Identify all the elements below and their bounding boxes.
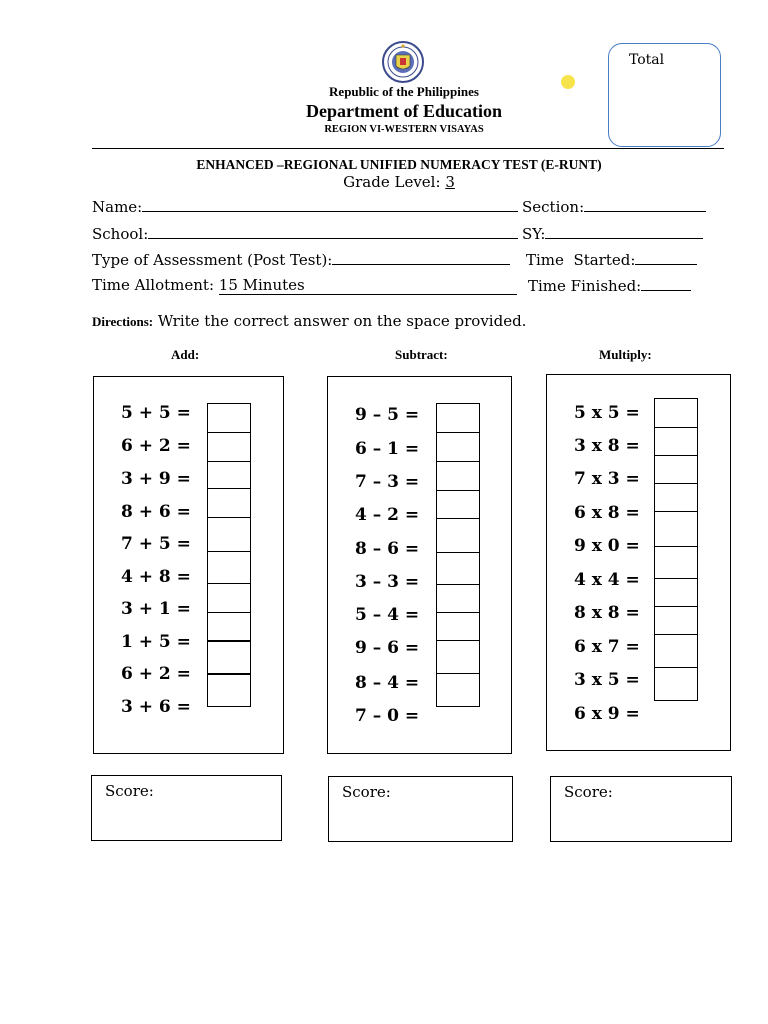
multiply-problem: 8 x 8 =: [574, 603, 640, 623]
total-score-box[interactable]: [608, 43, 721, 147]
subtract-answer-box[interactable]: [436, 518, 480, 554]
multiply-answer-box[interactable]: [654, 511, 698, 548]
subtract-problem: 3 – 3 =: [355, 572, 420, 592]
header-department: Department of Education: [306, 101, 502, 121]
header-divider: [92, 148, 724, 149]
multiply-answer-box[interactable]: [654, 667, 698, 701]
assessment-field[interactable]: [92, 250, 510, 269]
time-finished-line[interactable]: [641, 276, 691, 291]
assessment-line[interactable]: [332, 250, 510, 265]
subtract-problem: 6 – 1 =: [355, 439, 420, 459]
subtract-problem: 7 – 3 =: [355, 472, 420, 492]
multiply-answer-box[interactable]: [654, 455, 698, 485]
multiply-problem: 7 x 3 =: [574, 469, 640, 489]
subtract-problem: 5 – 4 =: [355, 605, 420, 625]
multiply-problem: 3 x 8 =: [574, 436, 640, 456]
header-republic: Republic of the Philippines: [329, 84, 479, 99]
subtract-problem: 9 – 6 =: [355, 638, 420, 658]
section-label: Section:: [522, 198, 585, 216]
subtract-answer-box[interactable]: [436, 461, 480, 492]
subtract-problem: 9 – 5 =: [355, 405, 420, 425]
add-answer-box[interactable]: [207, 461, 251, 490]
total-label: Total: [629, 52, 665, 68]
multiply-answer-box[interactable]: [654, 606, 698, 636]
subtract-answer-box[interactable]: [436, 584, 480, 614]
subtract-answer-box[interactable]: [436, 403, 480, 434]
add-answer-box[interactable]: [207, 612, 251, 641]
add-problem: 8 + 6 =: [121, 502, 191, 522]
multiply-problem: 3 x 5 =: [574, 670, 640, 690]
allotment-label: Time Allotment:: [92, 276, 214, 294]
school-field[interactable]: [92, 224, 518, 243]
add-problem: 4 + 8 =: [121, 567, 191, 587]
multiply-problem: 6 x 7 =: [574, 637, 640, 657]
directions-label: Directions:: [92, 314, 154, 329]
add-answer-box[interactable]: [207, 488, 251, 519]
multiply-answer-box[interactable]: [654, 578, 698, 608]
multiply-problem: 6 x 9 =: [574, 704, 640, 724]
subtract-answer-box[interactable]: [436, 640, 480, 675]
time-started-field[interactable]: [526, 250, 697, 269]
add-score-label: Score:: [105, 782, 154, 800]
add-answer-box[interactable]: [207, 551, 251, 585]
subtract-problem: 7 – 0 =: [355, 706, 420, 726]
add-answer-box[interactable]: [207, 583, 251, 614]
add-answer-box[interactable]: [207, 517, 251, 553]
grade-level-label: Grade Level:: [343, 173, 441, 191]
name-label: Name:: [92, 198, 143, 216]
test-title: ENHANCED –REGIONAL UNIFIED NUMERACY TEST (E-RUNT): [196, 157, 602, 172]
subtract-score-label: Score:: [342, 783, 391, 801]
sy-label: SY:: [522, 225, 546, 243]
name-line[interactable]: [142, 197, 518, 212]
subtract-answer-box[interactable]: [436, 490, 480, 520]
yellow-dot-marker: [561, 75, 575, 89]
subtract-problem: 8 – 6 =: [355, 539, 420, 559]
add-problem: 6 + 2 =: [121, 436, 191, 456]
multiply-problem: 4 x 4 =: [574, 570, 640, 590]
multiply-answer-box[interactable]: [654, 634, 698, 669]
add-problem: 3 + 1 =: [121, 599, 191, 619]
add-heading: Add:: [171, 347, 200, 362]
subtract-problem: 8 – 4 =: [355, 673, 420, 693]
time-finished-label: Time Finished:: [528, 277, 642, 295]
name-field[interactable]: [92, 197, 518, 216]
add-problem: 1 + 5 =: [121, 632, 191, 652]
multiply-answer-box[interactable]: [654, 427, 698, 457]
subtract-score-box[interactable]: [328, 776, 513, 842]
subtract-answer-box[interactable]: [436, 673, 480, 707]
multiply-panel: [546, 374, 731, 751]
multiply-problem: 5 x 5 =: [574, 403, 640, 423]
multiply-problem: 9 x 0 =: [574, 536, 640, 556]
subtract-answer-box[interactable]: [436, 432, 480, 463]
deped-seal-icon: [379, 41, 427, 83]
subtract-answer-box[interactable]: [436, 612, 480, 642]
add-problem: 6 + 2 =: [121, 664, 191, 684]
sy-line[interactable]: [545, 224, 703, 239]
add-score-box[interactable]: [91, 775, 282, 841]
multiply-answer-box[interactable]: [654, 546, 698, 580]
header-region: REGION VI-WESTERN VISAYAS: [324, 124, 484, 135]
subtract-answer-box[interactable]: [436, 552, 480, 586]
add-problem: 7 + 5 =: [121, 534, 191, 554]
time-finished-field[interactable]: [528, 276, 691, 295]
time-started-line[interactable]: [635, 250, 697, 265]
section-line[interactable]: [584, 197, 706, 212]
grade-level: [92, 173, 706, 191]
add-problem: 3 + 9 =: [121, 469, 191, 489]
multiply-score-label: Score:: [564, 783, 613, 801]
add-answer-box[interactable]: [207, 403, 251, 434]
add-answer-box[interactable]: [207, 674, 251, 707]
subtract-problem: 4 – 2 =: [355, 505, 420, 525]
multiply-problem: 6 x 8 =: [574, 503, 640, 523]
multiply-answer-box[interactable]: [654, 483, 698, 513]
time-started-label: Time Started:: [526, 251, 636, 269]
add-problem: 3 + 6 =: [121, 697, 191, 717]
multiply-heading: Multiply:: [599, 347, 652, 362]
section-field[interactable]: [522, 197, 706, 216]
school-line[interactable]: [148, 224, 518, 239]
directions-text: Write the correct answer on the space provided.: [157, 312, 527, 330]
subtract-panel: [327, 376, 512, 754]
grade-level-value: 3: [445, 173, 455, 191]
assessment-label: Type of Assessment (Post Test):: [92, 251, 333, 269]
multiply-score-box[interactable]: [550, 776, 732, 842]
school-label: School:: [92, 225, 149, 243]
subtract-heading: Subtract:: [395, 347, 448, 362]
add-answer-box[interactable]: [207, 641, 251, 674]
add-problem: 5 + 5 =: [121, 403, 191, 423]
allotment-value: 15 Minutes: [219, 276, 517, 295]
multiply-answer-box[interactable]: [654, 398, 698, 429]
allotment-field: [92, 276, 517, 295]
directions: [92, 312, 526, 330]
add-answer-box[interactable]: [207, 432, 251, 463]
sy-field[interactable]: [522, 224, 703, 243]
